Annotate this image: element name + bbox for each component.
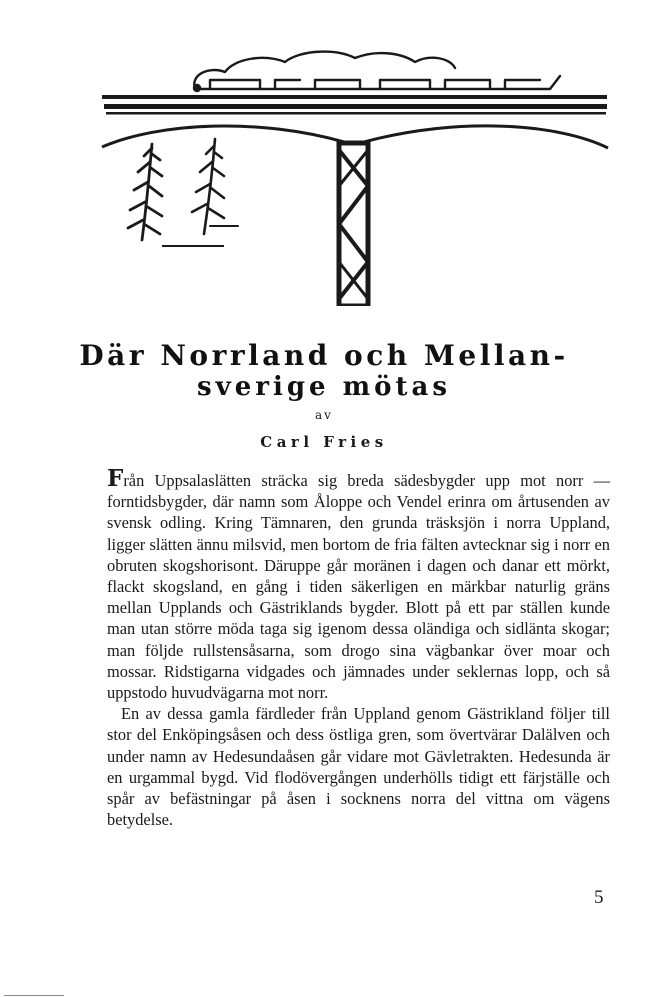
drop-cap: F	[107, 465, 124, 492]
article-title-line-1: Där Norrland och Mellan-	[79, 339, 569, 372]
author-name: Carl Fries	[260, 433, 388, 451]
page-number: 5	[594, 887, 604, 908]
locomotive-icon	[194, 52, 560, 91]
paragraph-1	[107, 465, 610, 703]
spruce-tree-icon	[128, 144, 162, 240]
railway-track	[102, 95, 607, 115]
paragraph-1-text: rån Uppsalaslätten sträcka sig breda sädesbygder upp mot norr — forntidsbygder, där namn som Åloppe och Vendel erinra om årtusenden av svensk odling. Kring Tämnaren, den grunda träsksjön i norra Uppland, ligger slätten ännu milsvid, men bortom de fria fälten avtecknar sig i norr en obruten skogshorisont. Däruppe går moränen i dagen och danar ett mörkt, flackt skogsland, en gång i tiden säkerligen en märkbar naturlig gräns mellan Upplands och Gästriklands bygder. Blott på ett par ställen kunde man utan större möda taga sig igenom dessa oländiga och sidlänta skogar; man följde rullstensåsarna, som drogo sina vägbankar över moar och mossar. Ridstigarna vidgades och jämnades under seklernas lopp, och så uppstodo huvudvägarna mot norr.	[107, 471, 610, 703]
article-title-line-2: sverige mötas	[197, 372, 451, 402]
paragraph-2: En av dessa gamla färdleder från Uppland genom Gästrikland följer till stor del Enköpingsåsen och dess östliga gren, som övertvärar Dalälven och under namn av Hedesundaåsen går vidare mot Gävletrakten. Hedesunda är en urgammal bygd. Vid flodövergången underhölls tidigt ett färjställe och spår av befästningar på åsen i socknens norra del vittna om vägens betydelse.	[107, 704, 610, 830]
railway-bridge-icon	[339, 143, 368, 306]
byline-av: av	[315, 408, 333, 422]
article-body	[107, 465, 610, 830]
page-edge-line	[4, 995, 64, 996]
spruce-tree-icon	[192, 139, 238, 234]
railway-bridge-illustration	[100, 44, 610, 306]
